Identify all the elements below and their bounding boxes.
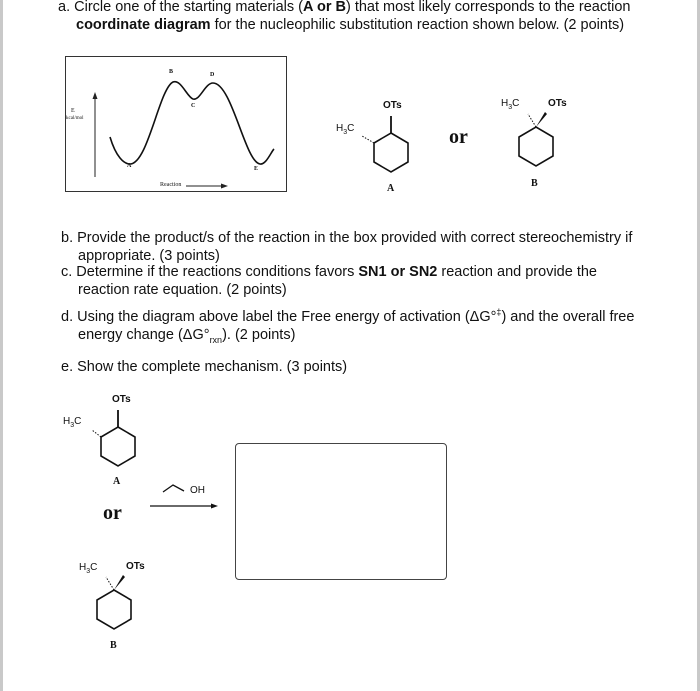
molecule-b-bottom-letter: B	[110, 640, 117, 651]
propanol-zigzag	[163, 485, 184, 492]
question-d	[61, 303, 681, 349]
methyl-hash-bond	[528, 114, 536, 127]
point-b-label: B	[169, 69, 174, 75]
molecule-a-top	[362, 116, 408, 172]
molecule-b-letter: B	[531, 178, 538, 189]
question-d-line1: d. Using the diagram above label the Free energy of activation (ΔG°‡) and the overall free	[61, 307, 635, 325]
y-axis-label-symbol: E	[71, 108, 75, 114]
molecule-a-bottom-ots-label: OTs	[112, 394, 131, 405]
or-label-top: or	[449, 126, 468, 148]
cyclohexane-ring	[374, 133, 408, 172]
molecule-a-bottom-letter: A	[113, 476, 121, 487]
point-a-label: A	[127, 163, 132, 169]
question-a-line2: coordinate diagram for the nucleophilic substitution reaction shown below. (2 points)	[76, 17, 625, 33]
y-axis-label-unit: kcal/mol	[66, 116, 84, 121]
question-c: c. Determine if the reactions conditions favors SN1 or SN2 reaction and provide the reaction rate equation. (2 points)	[61, 263, 661, 299]
question-d-line2: energy change $(\Delta G^\circ_{rxn})$. (2 points)	[78, 326, 296, 345]
methyl-hash-bond	[106, 577, 114, 590]
or-label-bottom: or	[103, 502, 122, 524]
molecule-a-methyl-label: $H_3C$	[336, 123, 355, 136]
reaction-arrow-head-icon	[211, 504, 218, 509]
question-b: b. Provide the product/s of the reaction in the box provided with correct stereochemistry if appropriate. (3 points)	[61, 230, 633, 264]
product-answer-box[interactable]	[235, 443, 447, 580]
question-a-line1: a. Circle one of the starting materials (A or B) that most likely corresponds to the reaction	[58, 0, 631, 15]
cyclohexane-ring	[101, 427, 135, 466]
molecule-b-ots-label: OTs	[548, 98, 567, 109]
methyl-hash-bond	[362, 136, 374, 143]
molecule-a-letter: A	[387, 183, 395, 194]
point-e-label: E	[254, 166, 259, 172]
molecule-b-methyl-label: $H_3C$	[501, 98, 520, 111]
molecule-a-bottom-methyl-label: $H_3C$	[63, 416, 82, 429]
molecule-a-bottom	[92, 410, 135, 466]
ots-wedge-bond	[536, 112, 547, 127]
ots-wedge-bond	[114, 575, 125, 590]
molecule-b-bottom-ots-label: OTs	[126, 561, 145, 572]
molecule-a-ots-label: OTs	[383, 100, 402, 111]
point-c-label: C	[191, 103, 196, 109]
point-d-label: D	[210, 72, 215, 78]
question-c-line1: c. Determine if the reactions conditions favors SN1 or SN2 reaction and provide the	[61, 264, 597, 280]
methyl-hash-bond	[92, 430, 101, 437]
question-e: e. Show the complete mechanism. (3 points)	[61, 359, 348, 375]
molecule-b-bottom-methyl-label: $H_3C$	[79, 562, 98, 575]
cyclohexane-ring	[519, 127, 553, 166]
molecule-b-bottom	[97, 575, 131, 629]
x-axis-label: Reaction	[160, 182, 182, 188]
cyclohexane-ring	[97, 590, 131, 629]
molecule-b-top	[519, 112, 553, 166]
hydroxyl-label: OH	[190, 485, 205, 496]
